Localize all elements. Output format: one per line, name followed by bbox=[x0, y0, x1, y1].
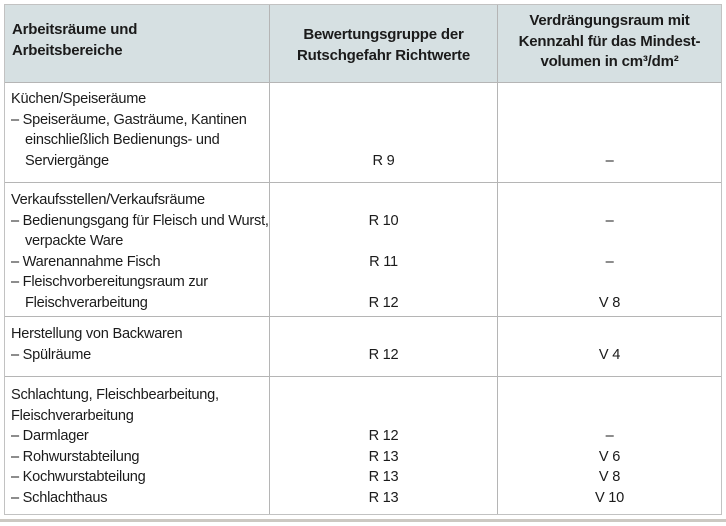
cell-line bbox=[498, 385, 721, 406]
row-2-volume-cell bbox=[498, 317, 721, 376]
cell-line: R 11 bbox=[369, 253, 398, 270]
header-line: Rutschgefahr Richtwerte bbox=[297, 46, 470, 64]
cell-line: – Schlachthaus bbox=[11, 489, 108, 506]
figure-bottom-rule bbox=[0, 519, 726, 522]
row-3-areas-cell bbox=[5, 377, 270, 514]
cell-line: R 12 bbox=[368, 294, 399, 311]
table-row-schlachtung bbox=[5, 377, 721, 514]
cell-line: Serviergänge bbox=[25, 152, 109, 169]
cell-line bbox=[270, 406, 497, 427]
cell-line: R 12 bbox=[368, 428, 399, 444]
cell-line: Fleischverarbeitung bbox=[11, 407, 134, 424]
cell-line: – bbox=[605, 152, 614, 169]
row-0-areas-cell bbox=[5, 83, 270, 182]
header-line: volumen in cm³/dm² bbox=[540, 53, 679, 70]
cell-line: V 6 bbox=[598, 448, 621, 465]
cell-line bbox=[498, 324, 721, 345]
table-header-row bbox=[5, 5, 721, 83]
row-0-rating-cell bbox=[270, 83, 498, 182]
row-1-areas-cell bbox=[5, 183, 270, 316]
header-line: Arbeitsräume und bbox=[12, 21, 138, 38]
cell-line: Verkaufsstellen/Verkaufsräume bbox=[11, 192, 205, 208]
cell-line bbox=[498, 130, 721, 151]
cell-line: V 8 bbox=[598, 294, 621, 311]
cell-line: – Rohwurstabteilung bbox=[11, 448, 140, 465]
cell-line bbox=[270, 385, 497, 406]
cell-line: R 13 bbox=[368, 448, 399, 465]
cell-line: – bbox=[605, 253, 614, 270]
cell-line: einschließlich Bedienungs- und bbox=[25, 132, 220, 148]
cell-line bbox=[498, 272, 721, 293]
header-cell-verdraengungsraum bbox=[498, 5, 721, 82]
header-cell-arbeitsraeume bbox=[5, 5, 270, 82]
header-line: Arbeitsbereiche bbox=[12, 41, 123, 59]
slip-resistance-table bbox=[4, 4, 722, 515]
header-line: Bewertungsgruppe der bbox=[303, 26, 464, 43]
cell-line: – Fleischvorbereitungsraum zur bbox=[11, 274, 208, 290]
header-line: Kennzahl für das Mindest- bbox=[518, 32, 701, 50]
header-cell-bewertungsgruppe bbox=[270, 5, 498, 82]
cell-line: Küchen/Speiseräume bbox=[11, 91, 147, 107]
row-1-rating-cell bbox=[270, 183, 498, 316]
row-2-rating-cell bbox=[270, 317, 498, 376]
cell-line: – Warenannahme Fisch bbox=[11, 253, 161, 270]
cell-line bbox=[498, 231, 721, 252]
cell-line: – Speiseräume, Gasträume, Kantinen bbox=[11, 111, 247, 128]
cell-line: – Bedienungsgang für Fleisch und Wurst, bbox=[11, 212, 269, 229]
cell-line: – bbox=[605, 428, 614, 444]
cell-line: Herstellung von Backwaren bbox=[11, 326, 183, 342]
row-3-rating-cell bbox=[270, 377, 498, 514]
table-row-verkaufsstellen bbox=[5, 183, 721, 317]
row-0-volume-cell bbox=[498, 83, 721, 182]
row-2-areas-cell bbox=[5, 317, 270, 376]
cell-line: Schlachtung, Fleischbearbeitung, bbox=[11, 387, 219, 403]
cell-line bbox=[498, 89, 721, 110]
cell-line bbox=[270, 130, 497, 151]
cell-line bbox=[270, 231, 497, 252]
cell-line: V 4 bbox=[598, 346, 621, 363]
row-3-volume-cell bbox=[498, 377, 721, 514]
cell-line: – Darmlager bbox=[11, 428, 89, 444]
cell-line bbox=[270, 110, 497, 131]
cell-line: R 10 bbox=[368, 212, 399, 229]
cell-line: R 12 bbox=[368, 346, 399, 363]
cell-line bbox=[270, 272, 497, 293]
cell-line bbox=[498, 190, 721, 211]
table-row-kuechen bbox=[5, 83, 721, 183]
cell-line bbox=[270, 324, 497, 345]
cell-line: Fleischverarbeitung bbox=[25, 294, 148, 311]
cell-line: – Spülräume bbox=[11, 346, 91, 363]
cell-line bbox=[270, 89, 497, 110]
cell-line bbox=[270, 190, 497, 211]
cell-line: – Kochwurstabteilung bbox=[11, 469, 146, 485]
cell-line: – bbox=[605, 212, 614, 229]
table-row-backwaren bbox=[5, 317, 721, 377]
cell-line: V 10 bbox=[594, 489, 625, 506]
header-line: Verdrängungsraum mit bbox=[529, 12, 690, 29]
cell-line: R 13 bbox=[368, 489, 399, 506]
row-1-volume-cell bbox=[498, 183, 721, 316]
cell-line: R 9 bbox=[372, 152, 395, 169]
cell-line bbox=[498, 110, 721, 131]
cell-line: R 13 bbox=[368, 469, 399, 485]
cell-line bbox=[498, 406, 721, 427]
cell-line: verpackte Ware bbox=[25, 233, 124, 249]
cell-line: V 8 bbox=[598, 469, 621, 485]
